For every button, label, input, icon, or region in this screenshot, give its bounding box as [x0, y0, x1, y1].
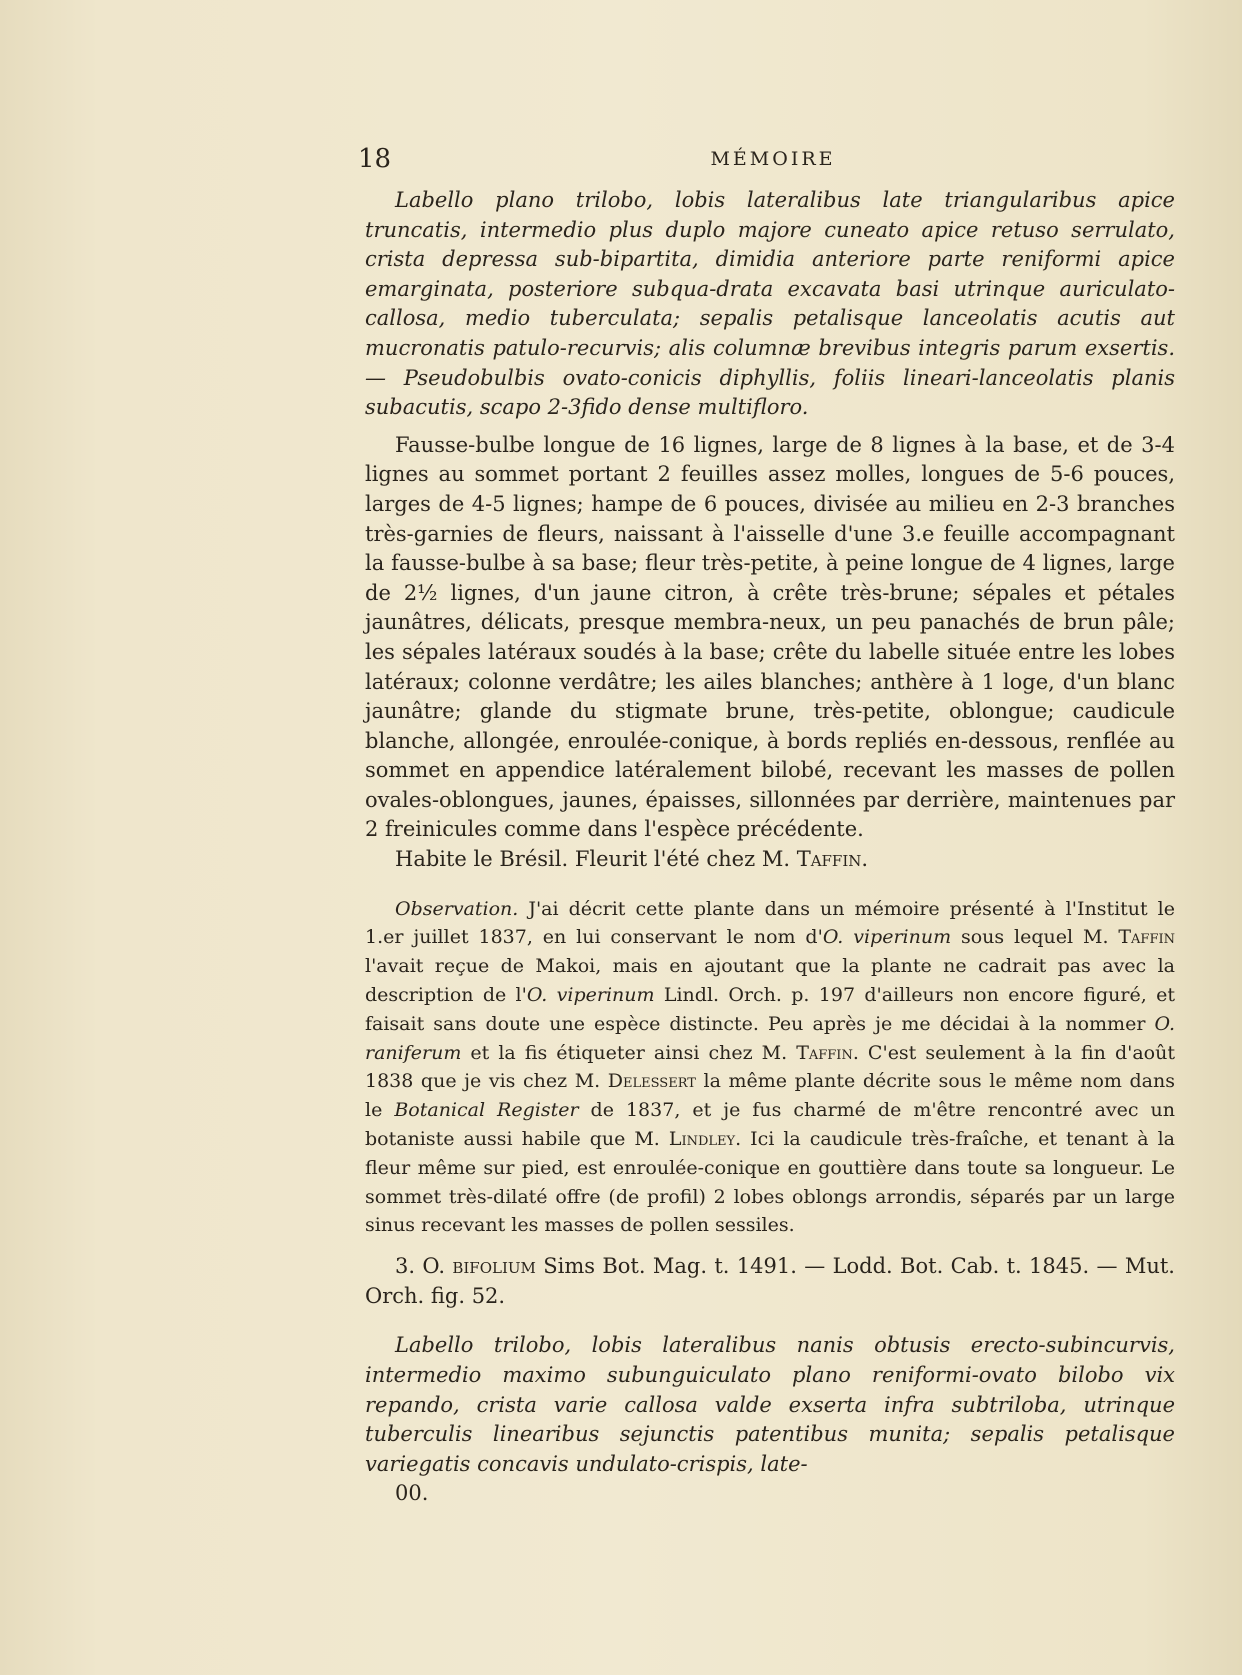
species-number: 3. O. [395, 1254, 453, 1279]
species-name: O. raniferum [365, 1012, 1175, 1064]
author-name: Lindley [668, 1128, 736, 1151]
publication-title: Botanical Register [394, 1099, 579, 1122]
description-paragraph: Fausse-bulbe longue de 16 lignes, large de 8 lignes à la base, et de 3-4 lignes au sommet portant 2 feuilles assez molles, longues de 5-6 pouces, larges de 4-5 lignes; hampe de 6 pouces, divisée au milieu en 2-3 branches très-garnies de fleurs, naissant à l'aisselle d'une 3.e feuille accompagnant la fausse-bulbe à sa base; fleur très-petite, à peine longue de 4 lignes, large de 2½ lignes, d'un jaune citron, à crête très-brune; sépales et pétales jaunâtres, délicats, presque membra-neux, un peu panachés de brun pâle; les sépales latéraux soudés à la base; crête du labelle située entre les lobes latéraux; colonne verdâtre; les ailes blanches; anthère à 1 loge, d'un blanc jaunâtre; glande du stigmate brune, très-petite, oblongue; caudicule blanche, allongée, enroulée-conique, à bords repliés en-dessous, renflée au sommet en appendice latéralement bilobé, recevant les masses de pollen ovales-oblongues, jaunes, épaisses, sillonnées par derrière, maintenues par 2 freinicules comme dans l'espèce précédente. [365, 432, 1175, 842]
observation-text: la même plante décrite sous le même nom dans le [365, 1070, 1175, 1122]
latin-diagnosis: Labello plano trilobo, lobis lateralibus late triangularibus apice truncatis, intermedio plus duplo majore cuneato apice retuso serrulato, crista depressa sub-bipartita, dimidia anteriore parte reniformi apice emarginata, posteriore subqua-drata excavata basi utrinque auriculato-callosa, medio tuberculata; sepalis petalisque lanceolatis acutis aut mucronatis patulo-recurvis; alis columnæ brevibus integris parum exsertis. — Pseudobulbis ovato-conicis diphyllis, foliis lineari-lanceolatis planis subacutis, scapo 2-3fido dense multifloro. [365, 188, 1175, 420]
species-name: O. viperinum [526, 984, 655, 1007]
page-content [365, 186, 1175, 1509]
observation-text: . Ici la caudicule très-fraîche, et tenant à la fleur même sur pied, est enroulée-conique en gouttière dans toute sa longueur. Le sommet très-dilaté offre (de profil) 2 lobes oblongs arrondis, séparés par un large sinus recevant les masses de pollen sessiles. [365, 1128, 1175, 1237]
species-references: Sims Bot. Mag. t. 1491. — Lodd. Bot. Cab. t. 1845. — Mut. Orch. fig. 52. [365, 1254, 1175, 1308]
page-number: 18 [358, 144, 392, 174]
observation-text: de 1837, et je fus charmé de m'être rencontré avec un botaniste aussi habile que M. [365, 1099, 1176, 1151]
page-header [358, 144, 1188, 174]
author-name: Delessert [607, 1070, 696, 1093]
author-name: Taffin [796, 847, 862, 872]
observation-text: et la fis étiqueter ainsi chez M. [461, 1041, 797, 1064]
observation-label: Observation. [395, 897, 519, 920]
author-name: Taffin [796, 1041, 853, 1064]
habitat-text: Habite le Brésil. Fleurit l'été chez M. [395, 847, 797, 872]
running-head: MÉMOIRE [710, 148, 836, 170]
author-name: Taffin [1118, 926, 1175, 949]
observation-text: . C'est seulement à la fin d'août 1838 que je vis chez M. [365, 1041, 1175, 1093]
species-name: O. viperinum [822, 926, 952, 949]
catchword: 00. [395, 1481, 429, 1506]
species-heading [365, 1252, 1175, 1311]
species-epithet: bifolium [452, 1254, 536, 1279]
observation-text: sous lequel M. [951, 926, 1119, 949]
observation-text: l'avait reçue de Makoi, mais en ajoutant que la plante ne cadrait pas avec la description de l' [365, 955, 1175, 1007]
observation-paragraph [365, 895, 1175, 1241]
latin-diagnosis-2: Labello trilobo, lobis lateralibus nanis obtusis erecto-subincurvis, intermedio maximo subunguiculato plano reniformi-ovato bilobo vix repando, crista varie callosa valde exserta infra subtriloba, utrinque tuberculis linearibus sejunctis patentibus munita; sepalis petalisque variegatis concavis undulato-crispis, late- [365, 1333, 1175, 1476]
observation-text: J'ai décrit cette plante dans un mémoire présenté à l'Institut le 1.er juillet 1837, en lui conservant le nom d' [365, 897, 1175, 949]
habitat-end: . [861, 847, 869, 872]
habitat-line [365, 845, 1175, 875]
observation-text: Lindl. Orch. p. 197 d'ailleurs non encore figuré, et faisait sans doute une espèce distincte. Peu après je me décidai à la nommer [365, 984, 1175, 1035]
